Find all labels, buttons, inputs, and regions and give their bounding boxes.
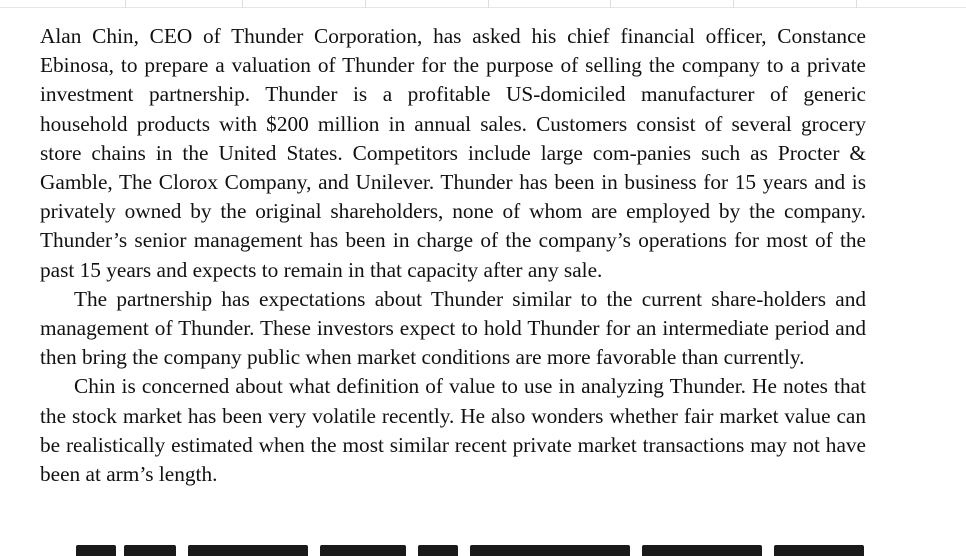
top-ruler xyxy=(0,0,966,8)
paragraph-1: Alan Chin, CEO of Thunder Corporation, has asked his chief financial officer, Constance Ebinosa, to prepare a valuation of Thunder for the purpose of selling the company to a private investment partnership. Thunder is a profitable US-domiciled manufacturer of generic household products with $200 million in annual sales. Customers consist of several grocery store chains in the United States. Competitors include large com-panies such as Procter & Gamble, The Clorox Company, and Unilever. Thunder has been in business for 15 years and is privately owned by the original shareholders, none of whom are employed by the company. Thunder’s senior management has been in charge of the company’s operations for most of the past 15 years and expects to remain in that capacity after any sale. xyxy=(40,24,866,282)
ruler-tick xyxy=(610,0,611,8)
ruler-tick xyxy=(242,0,243,8)
cropped-word xyxy=(188,545,308,556)
cropped-word xyxy=(320,545,406,556)
ruler-tick xyxy=(365,0,366,8)
ruler-tick xyxy=(856,0,857,8)
cropped-word xyxy=(418,545,458,556)
cropped-word xyxy=(76,545,116,556)
document-body xyxy=(40,22,866,489)
ruler-tick xyxy=(733,0,734,8)
paragraph-3: Chin is concerned about what definition of value to use in analyzing Thunder. He notes that the stock market has been very volatile recently. He also wonders whether fair market value can be realistically estimated when the most similar recent private market transactions may not have been at arm’s length. xyxy=(40,374,866,487)
cropped-word xyxy=(642,545,762,556)
ruler-tick xyxy=(488,0,489,8)
cropped-next-line xyxy=(40,541,866,556)
cropped-word xyxy=(124,545,176,556)
cropped-word xyxy=(774,545,864,556)
ruler-tick xyxy=(125,0,126,8)
cropped-word xyxy=(470,545,630,556)
paragraph-2: The partnership has expectations about Thunder similar to the current share-holders and management of Thunder. These investors expect to hold Thunder for an intermediate period and then bring the company public when market conditions are more favorable than currently. xyxy=(40,286,866,370)
